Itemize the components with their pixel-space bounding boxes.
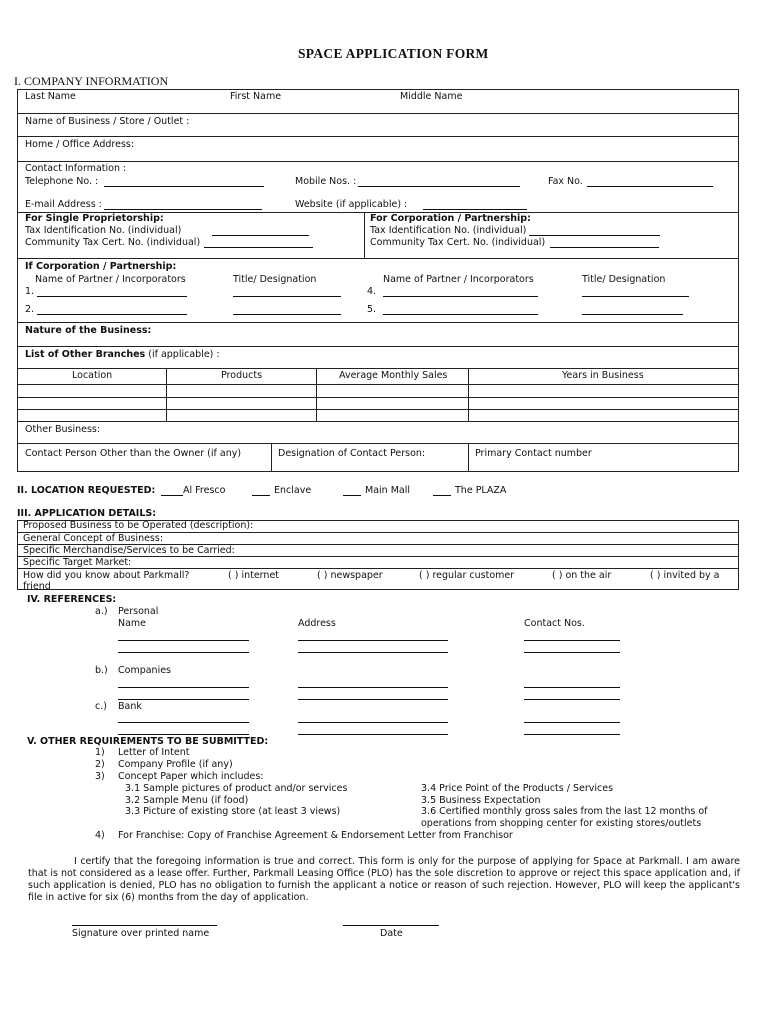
nature-business-label: Nature of the Business: [25, 325, 152, 336]
how-know-label: How did you know about Parkmall? [23, 570, 190, 581]
date-field[interactable] [343, 925, 439, 926]
mainmall-field[interactable] [343, 495, 361, 496]
ctc-field-single[interactable] [204, 247, 313, 248]
partner-num-2: 2. [25, 304, 35, 315]
target-market-label: Specific Target Market: [23, 557, 132, 568]
ref-personal-label: Personal [118, 606, 159, 617]
req-sub-3-5: 3.5 Business Expectation [421, 795, 541, 806]
bank-address-field-1[interactable] [298, 722, 448, 723]
partner-5-name-field[interactable] [383, 314, 538, 315]
friend-label: friend [23, 581, 51, 592]
partner-2-title-field[interactable] [233, 314, 341, 315]
partner-4-title-field[interactable] [582, 296, 689, 297]
option-alfresco: Al Fresco [183, 485, 226, 496]
address-label: Home / Office Address: [25, 139, 135, 150]
corp-partner-heading: For Corporation / Partnership: [370, 213, 531, 224]
tin-label-single: Tax Identification No. (individual) [25, 225, 182, 236]
signature-field[interactable] [72, 925, 217, 926]
bank-contact-field-2[interactable] [524, 734, 620, 735]
branches-label: List of Other Branches (if applicable) : [25, 349, 220, 360]
last-name-label: Last Name [25, 91, 76, 102]
req-text-1: Letter of Intent [118, 747, 190, 758]
if-corp-heading: If Corporation / Partnership: [25, 261, 177, 272]
tin-field-single[interactable] [212, 235, 309, 236]
option-on-the-air[interactable]: ( ) on the air [552, 570, 612, 581]
req-sub-3-2: 3.2 Sample Menu (if food) [125, 795, 249, 806]
telephone-field[interactable] [104, 186, 264, 187]
ctc-label-single: Community Tax Cert. No. (individual) [25, 237, 201, 248]
req-sub-3-3: 3.3 Picture of existing store (at least 3 views) [125, 806, 341, 817]
ref-b-label: b.) [95, 665, 108, 676]
req-num-3: 3) [95, 771, 105, 782]
option-invited[interactable]: ( ) invited by a [650, 570, 720, 581]
ref-companies-label: Companies [118, 665, 172, 676]
company-address-field-2[interactable] [298, 699, 448, 700]
req-sub-3-6: 3.6 Certified monthly gross sales from the last 12 months of [421, 806, 708, 817]
option-mainmall: Main Mall [365, 485, 410, 496]
business-name-label: Name of Business / Store / Outlet : [25, 116, 190, 127]
single-prop-heading: For Single Proprietorship: [25, 213, 164, 224]
section-company-heading: I. COMPANY INFORMATION [14, 74, 169, 88]
email-field[interactable] [104, 209, 262, 210]
req-sub-3-4: 3.4 Price Point of the Products / Services [421, 783, 614, 794]
primary-contact-label: Primary Contact number [475, 448, 592, 459]
personal-name-field-2[interactable] [118, 652, 249, 653]
section-references-heading: IV. REFERENCES: [27, 594, 117, 605]
plaza-field[interactable] [433, 495, 451, 496]
personal-address-field-2[interactable] [298, 652, 448, 653]
req-text-2: Company Profile (if any) [118, 759, 233, 770]
other-business-label: Other Business: [25, 424, 101, 435]
form-title: SPACE APPLICATION FORM [298, 46, 489, 61]
signature-label: Signature over printed name [72, 928, 210, 939]
ref-address-header: Address [298, 618, 336, 629]
company-contact-field-1[interactable] [524, 687, 620, 688]
website-field[interactable] [423, 209, 527, 210]
req-text-4: For Franchise: Copy of Franchise Agreement & Endorsement Letter from Franchisor [118, 830, 513, 841]
tin-field-corp[interactable] [529, 235, 660, 236]
merchandise-label: Specific Merchandise/Services to be Carried: [23, 545, 235, 556]
partner-name-label-2: Name of Partner / Incorporators [383, 274, 534, 285]
req-num-1: 1) [95, 747, 105, 758]
enclave-field[interactable] [252, 495, 270, 496]
option-internet[interactable]: ( ) internet [228, 570, 280, 581]
section-requirements-heading: V. OTHER REQUIREMENTS TO BE SUBMITTED: [27, 736, 269, 747]
branch-col-years: Years in Business [562, 370, 644, 381]
bank-name-field-2[interactable] [118, 734, 249, 735]
website-label: Website (if applicable) : [295, 199, 408, 210]
fax-field[interactable] [587, 186, 713, 187]
partner-num-4: 4. [367, 286, 377, 297]
personal-contact-field-2[interactable] [524, 652, 620, 653]
mobile-label: Mobile Nos. : [295, 176, 357, 187]
option-enclave: Enclave [274, 485, 312, 496]
ref-bank-label: Bank [118, 701, 142, 712]
bank-name-field-1[interactable] [118, 722, 249, 723]
certification-paragraph: I certify that the foregoing information is true and correct. This form is only for the purpose of applying for Space at Parkmall. I am aware that is not considered as a lease offer. Further, Parkmall Leasing Office (PLO) has the sole discretion to approve or reject this space application and, if such application is denied, PLO has no obligation to furnish the applicant a notice or reason of such rejection. However, PLO will keep the applicant's file in active for six (6) months from the day of application. [28, 856, 740, 903]
alfresco-field[interactable] [161, 495, 183, 496]
personal-contact-field-1[interactable] [524, 640, 620, 641]
ref-name-header: Name [118, 618, 147, 629]
ctc-field-corp[interactable] [550, 247, 659, 248]
company-name-field-1[interactable] [118, 687, 249, 688]
contact-designation-label: Designation of Contact Person: [278, 448, 426, 459]
personal-name-field-1[interactable] [118, 640, 249, 641]
req-num-2: 2) [95, 759, 105, 770]
email-label: E-mail Address : [25, 199, 102, 210]
middle-name-label: Middle Name [400, 91, 463, 102]
partner-1-title-field[interactable] [233, 296, 341, 297]
option-regular-customer[interactable]: ( ) regular customer [419, 570, 515, 581]
ref-a-label: a.) [95, 606, 108, 617]
tin-label-corp: Tax Identification No. (individual) [370, 225, 527, 236]
mobile-field[interactable] [358, 186, 520, 187]
branch-col-products: Products [221, 370, 263, 381]
partner-4-name-field[interactable] [383, 296, 538, 297]
proposed-business-label: Proposed Business to be Operated (description): [23, 520, 254, 531]
req-text-3: Concept Paper which includes: [118, 771, 264, 782]
ref-c-label: c.) [95, 701, 107, 712]
personal-address-field-1[interactable] [298, 640, 448, 641]
partner-2-name-field[interactable] [37, 314, 187, 315]
contact-person-label: Contact Person Other than the Owner (if any) [25, 448, 242, 459]
ctc-label-corp: Community Tax Cert. No. (individual) [370, 237, 546, 248]
general-concept-label: General Concept of Business: [23, 533, 164, 544]
title-designation-label-1: Title/ Designation [233, 274, 317, 285]
partner-num-1: 1. [25, 286, 35, 297]
ref-contact-header: Contact Nos. [524, 618, 585, 629]
section-application-heading: III. APPLICATION DETAILS: [17, 508, 157, 519]
fax-label: Fax No. [548, 176, 583, 187]
option-newspaper[interactable]: ( ) newspaper [317, 570, 383, 581]
branch-col-sales: Average Monthly Sales [339, 370, 448, 381]
option-plaza: The PLAZA [455, 485, 507, 496]
contact-info-label: Contact Information : [25, 163, 127, 174]
req-num-4: 4) [95, 830, 105, 841]
req-sub-3-6-cont: operations from shopping center for existing stores/outlets [421, 818, 702, 829]
partner-num-5: 5. [367, 304, 377, 315]
title-designation-label-2: Title/ Designation [582, 274, 666, 285]
first-name-label: First Name [230, 91, 282, 102]
company-address-field-1[interactable] [298, 687, 448, 688]
req-sub-3-1: 3.1 Sample pictures of product and/or services [125, 783, 348, 794]
company-name-field-2[interactable] [118, 699, 249, 700]
partner-5-title-field[interactable] [582, 314, 683, 315]
company-contact-field-2[interactable] [524, 699, 620, 700]
bank-contact-field-1[interactable] [524, 722, 620, 723]
branch-col-location: Location [72, 370, 113, 381]
bank-address-field-2[interactable] [298, 734, 448, 735]
telephone-label: Telephone No. : [25, 176, 99, 187]
partner-name-label-1: Name of Partner / Incorporators [35, 274, 186, 285]
partner-1-name-field[interactable] [37, 296, 187, 297]
section-location-heading: II. LOCATION REQUESTED: [17, 485, 156, 496]
date-label: Date [380, 928, 403, 939]
